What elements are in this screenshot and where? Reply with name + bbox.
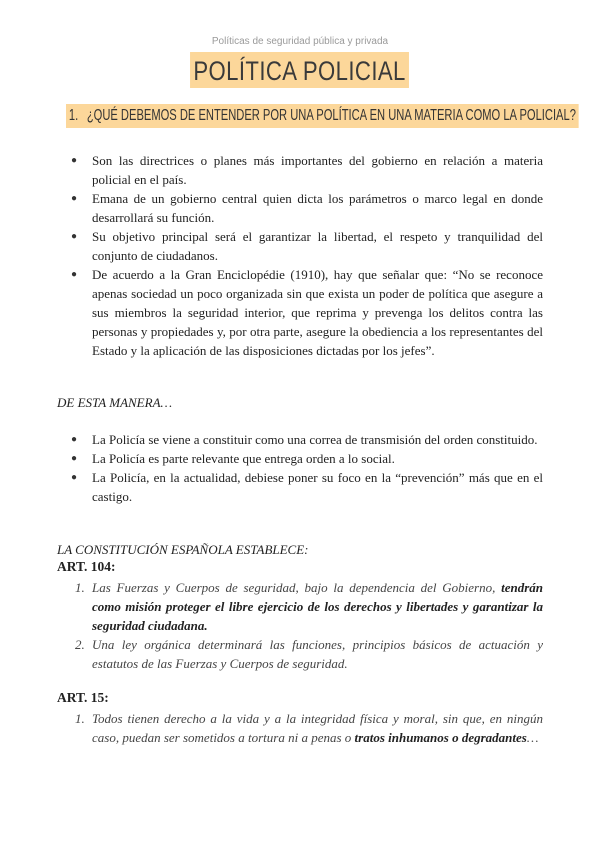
bullet-list-policia	[57, 430, 543, 506]
article-104-list	[57, 578, 543, 673]
list-item: ● La Policía es parte relevante que entrega orden a lo social.	[57, 449, 543, 468]
section-label-constitucion: LA CONSTITUCIÓN ESPAÑOLA ESTABLECE:	[57, 542, 309, 557]
list-item: 2. Una ley orgánica determinará las funciones, principios básicos de actuación y estatutos de las Fuerzas y Cuerpos de seguridad.	[75, 637, 543, 671]
article-104-label: ART. 104:	[57, 559, 116, 574]
question-heading	[66, 104, 600, 128]
page-header: Políticas de seguridad pública y privada	[211, 36, 389, 47]
bullet-list-definition	[57, 151, 543, 360]
document-title: POLÍTICA POLICIAL	[190, 52, 409, 88]
question-text: ¿QUÉ DEBEMOS DE ENTENDER POR UNA POLÍTICA EN UNA MATERIA COMO LA POLICIAL?	[86, 107, 576, 124]
list-item: ● La Policía, en la actualidad, debiese poner su foco en la “prevención” más que en el castigo.	[57, 468, 543, 506]
article-15-list	[57, 709, 543, 747]
list-item: ● Emana de un gobierno central quien dicta los parámetros o marco legal en donde desarrollará su función.	[57, 189, 543, 227]
article-15-label: ART. 15:	[57, 690, 109, 705]
list-item: 1. Las Fuerzas y Cuerpos de seguridad, bajo la dependencia del Gobierno, tendrán como misión proteger el libre ejercicio de los derechos y libertades y garantizar la seguridad ciudadana.	[75, 580, 543, 633]
question-number: 1.	[68, 107, 79, 124]
section-label-manera: DE ESTA MANERA…	[57, 395, 173, 410]
list-item: ● Son las directrices o planes más importantes del gobierno en relación a materia policial en el país.	[57, 151, 543, 189]
list-item: ● Su objetivo principal será el garantizar la libertad, el respeto y tranquilidad del conjunto de ciudadanos.	[57, 227, 543, 265]
list-item: ● De acuerdo a la Gran Enciclopédie (1910), hay que señalar que: “No se reconoce apenas sociedad un poco organizada sin que exista un poder de política que asegure a sus miembros la seguridad interior, que reprima y prevenga los delitos contra las personas y propiedades y, por otra parte, asegure la obediencia a los representantes del Estado y la aplicación de las disposiciones dictadas por los jefes”.	[57, 265, 543, 360]
list-item: ● La Policía se viene a constituir como una correa de transmisión del orden constituido.	[57, 430, 543, 449]
list-item: 1. Todos tienen derecho a la vida y a la integridad física y moral, sin que, en ningún caso, puedan ser sometidos a tortura ni a penas o tratos inhumanos o degradantes…	[75, 711, 543, 745]
